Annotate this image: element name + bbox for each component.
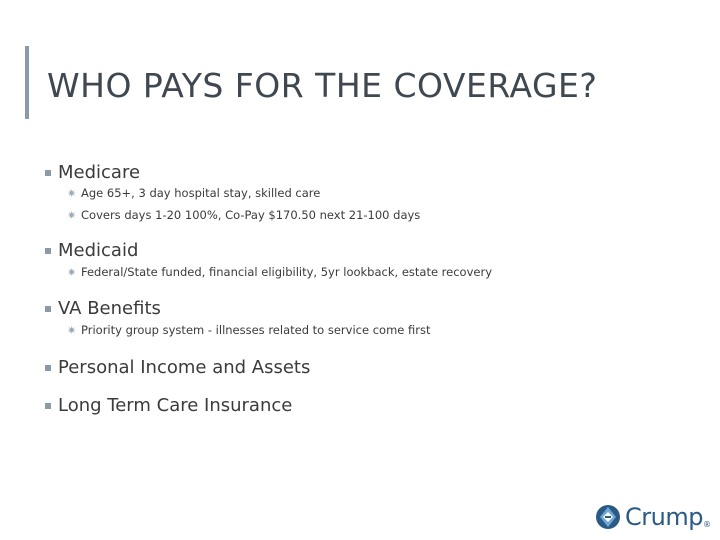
bullet-medicare <box>45 160 140 184</box>
star-bullet-icon: ✷ <box>67 265 77 279</box>
sub-bullet <box>67 185 320 201</box>
sub-bullet <box>67 207 420 223</box>
bullet-label: Long Term Care Insurance <box>58 394 293 416</box>
slide-title: WHO PAYS FOR THE COVERAGE? <box>47 66 598 105</box>
bullet-square-icon <box>45 248 51 254</box>
star-bullet-icon: ✷ <box>67 186 77 200</box>
title-accent-bar <box>25 46 29 119</box>
bullet-square-icon <box>45 365 51 371</box>
logo-text: Crump <box>625 503 703 531</box>
bullet-label: Medicare <box>58 161 141 183</box>
bullet-ltc-insurance <box>45 393 292 417</box>
crump-logo-icon <box>595 504 621 530</box>
bullet-square-icon <box>45 403 51 409</box>
sub-bullet-text: Federal/State funded, financial eligibility, 5yr lookback, estate recovery <box>81 265 493 279</box>
sub-bullet-text: Covers days 1-20 100%, Co-Pay $170.50 next 21-100 days <box>81 208 421 222</box>
logo-trademark-dot: ® <box>702 520 711 529</box>
bullet-personal-income <box>45 355 310 379</box>
bullet-label: Personal Income and Assets <box>58 356 311 378</box>
sub-bullet-text: Priority group system - illnesses related to service come first <box>81 323 431 337</box>
bullet-medicaid <box>45 238 138 262</box>
sub-bullet <box>67 264 492 280</box>
sub-bullet <box>67 322 430 338</box>
sub-bullet-text: Age 65+, 3 day hospital stay, skilled care <box>81 186 321 200</box>
star-bullet-icon: ✷ <box>67 208 77 222</box>
bullet-label: Medicaid <box>58 239 139 261</box>
bullet-square-icon <box>45 170 51 176</box>
crump-logo <box>595 503 711 531</box>
star-bullet-icon: ✷ <box>67 323 77 337</box>
bullet-label: VA Benefits <box>58 297 161 319</box>
bullet-square-icon <box>45 306 51 312</box>
bullet-va-benefits <box>45 296 161 320</box>
